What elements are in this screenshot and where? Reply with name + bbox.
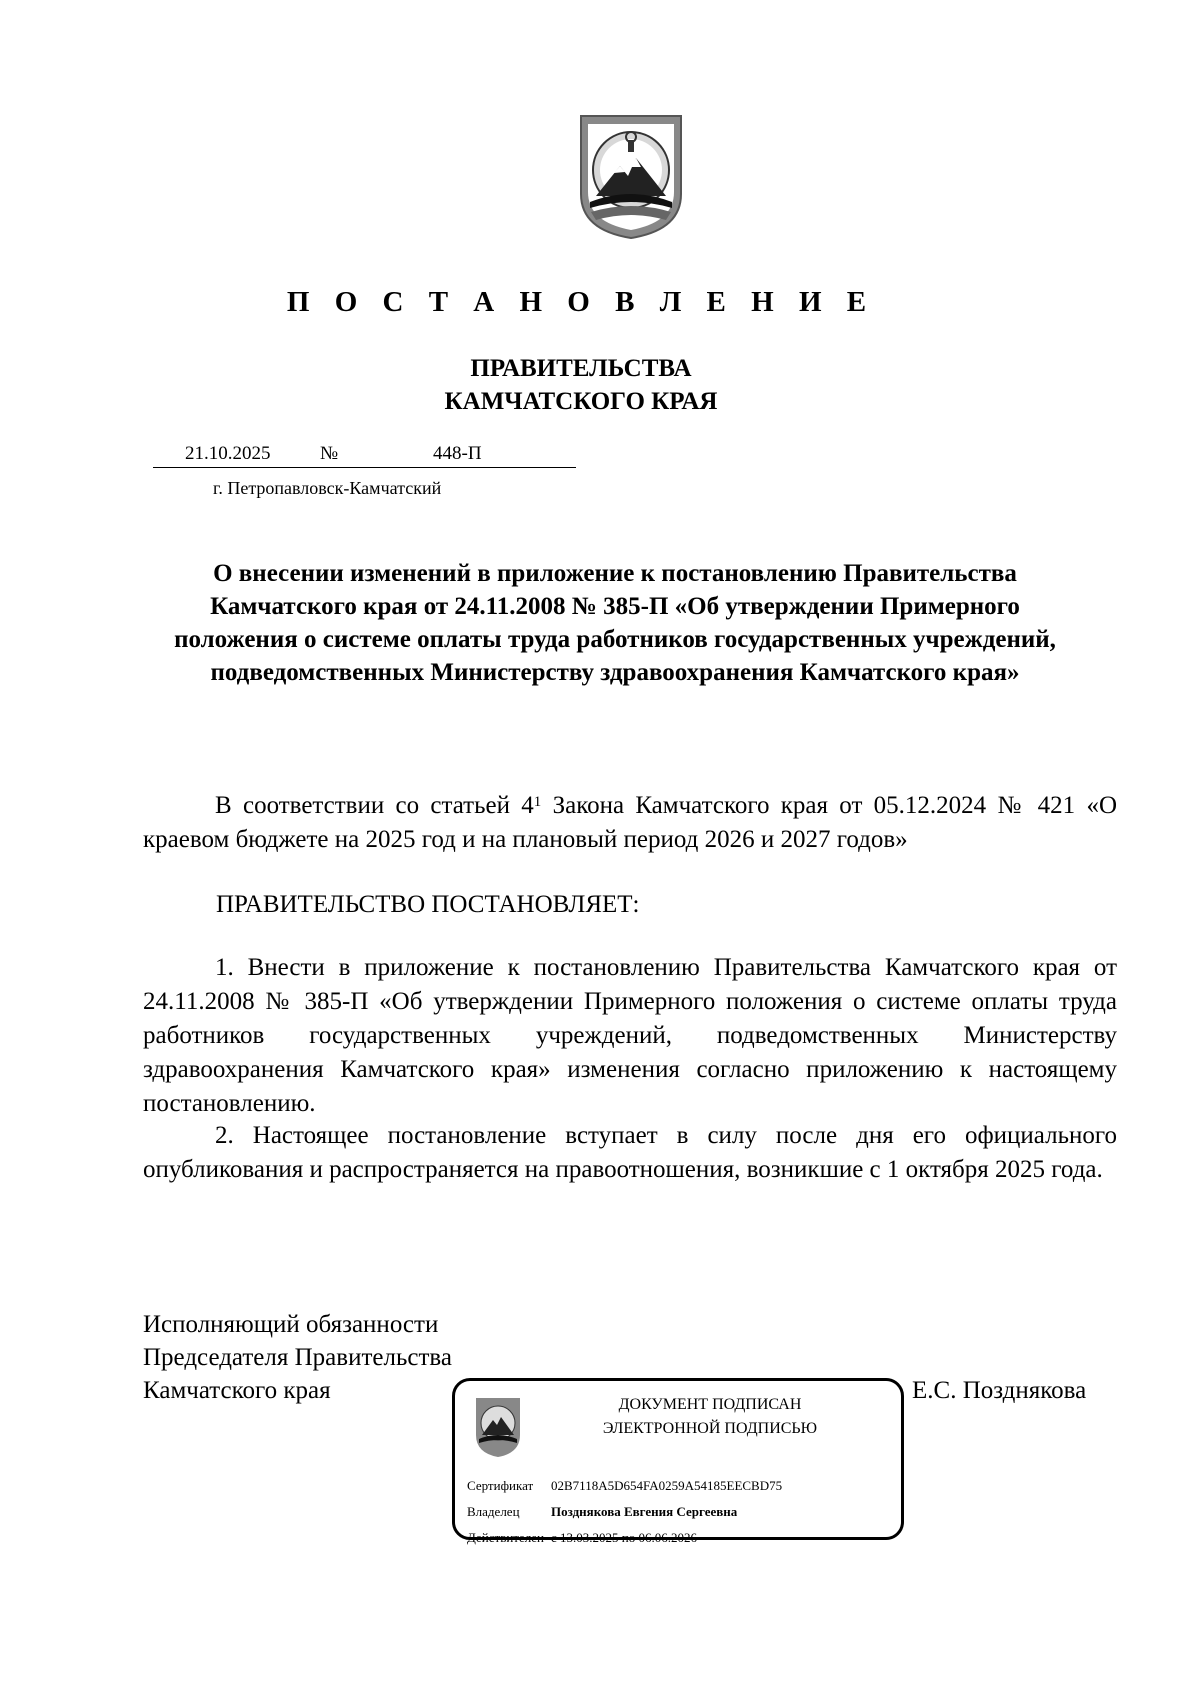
authority-line-2: КАМЧАТСКОГО КРАЯ (444, 388, 718, 415)
validity-label: Действителен (467, 1530, 544, 1545)
kamchatka-coat-of-arms-icon (576, 112, 686, 240)
document-type: П О С Т А Н О В Л Е Н И Е (286, 286, 876, 318)
article-superscript: 1 (533, 794, 542, 810)
certificate-label: Сертификат (467, 1478, 534, 1493)
owner-value: Позднякова Евгения Сергеевна (551, 1504, 738, 1519)
preamble-text-2: Закона Камчатского края от 05.12.2024 № 421 «О краевом бюджете на 2025 год и на плановый период 2026 и 2027 годов» (143, 792, 1117, 853)
certificate-row (467, 1477, 782, 1495)
issuing-authority (0, 352, 1162, 418)
validity-value: с 13.03.2025 по 06.06.2026 (551, 1530, 697, 1545)
stamp-title-line-1: ДОКУМЕНТ ПОДПИСАН (618, 1396, 802, 1413)
decree-heading: ПРАВИТЕЛЬСТВО ПОСТАНОВЛЯЕТ: (216, 891, 640, 918)
signer-line-2: Председателя Правительства (143, 1344, 452, 1371)
validity-row (467, 1529, 697, 1547)
document-number: 448-П (433, 443, 482, 464)
owner-row (467, 1503, 737, 1521)
document-subject: О внесении изменений в приложение к постановлению Правительства Камчатского края от 24.11.2008 № 385-П «Об утверждении Примерного положения о системе оплаты труда работников государственных учреждений, подведомственных Министерству здравоохранения Камчатского края» (174, 560, 1056, 686)
kamchatka-coat-of-arms-icon (473, 1395, 523, 1459)
signer-position (143, 1308, 452, 1407)
stamp-emblem (473, 1395, 523, 1459)
certificate-value: 02B7118A5D654FA0259A54185EECBD75 (551, 1478, 783, 1493)
preamble-paragraph (143, 789, 1117, 857)
preamble-text-1: В соответствии со статьей 4 (215, 792, 534, 819)
stamp-title-line-2: ЭЛЕКТРОННОЙ ПОДПИСЬЮ (602, 1420, 818, 1437)
item-1-paragraph: 1. Внести в приложение к постановлению Правительства Камчатского края от 24.11.2008 № 385-П «Об утверждении Примерного положения о системе оплаты труда работников государственных учреждений, подведомственных Министерству здравоохранения Камчатского края» изменения согласно приложению к настоящему постановлению. (143, 954, 1117, 1117)
item-2-paragraph: 2. Настоящее постановление вступает в силу после дня его официального опубликования и распространяется на правоотношения, возникшие с 1 октября 2025 года. (143, 1122, 1117, 1183)
electronic-signature-stamp (452, 1378, 904, 1545)
date-number-line (153, 441, 576, 468)
stamp-title (525, 1393, 895, 1441)
document-date: 21.10.2025 (185, 443, 271, 464)
authority-line-1: ПРАВИТЕЛЬСТВА (470, 355, 692, 382)
signer-line-3: Камчатского края (143, 1377, 331, 1404)
number-sign: № (320, 443, 339, 464)
owner-label: Владелец (467, 1504, 520, 1519)
signer-name: Е.С. Позднякова (912, 1377, 1087, 1404)
coat-of-arms-emblem (576, 112, 686, 240)
signer-line-1: Исполняющий обязанности (143, 1311, 439, 1338)
place-of-issue: г. Петропавловск-Камчатский (213, 478, 442, 498)
